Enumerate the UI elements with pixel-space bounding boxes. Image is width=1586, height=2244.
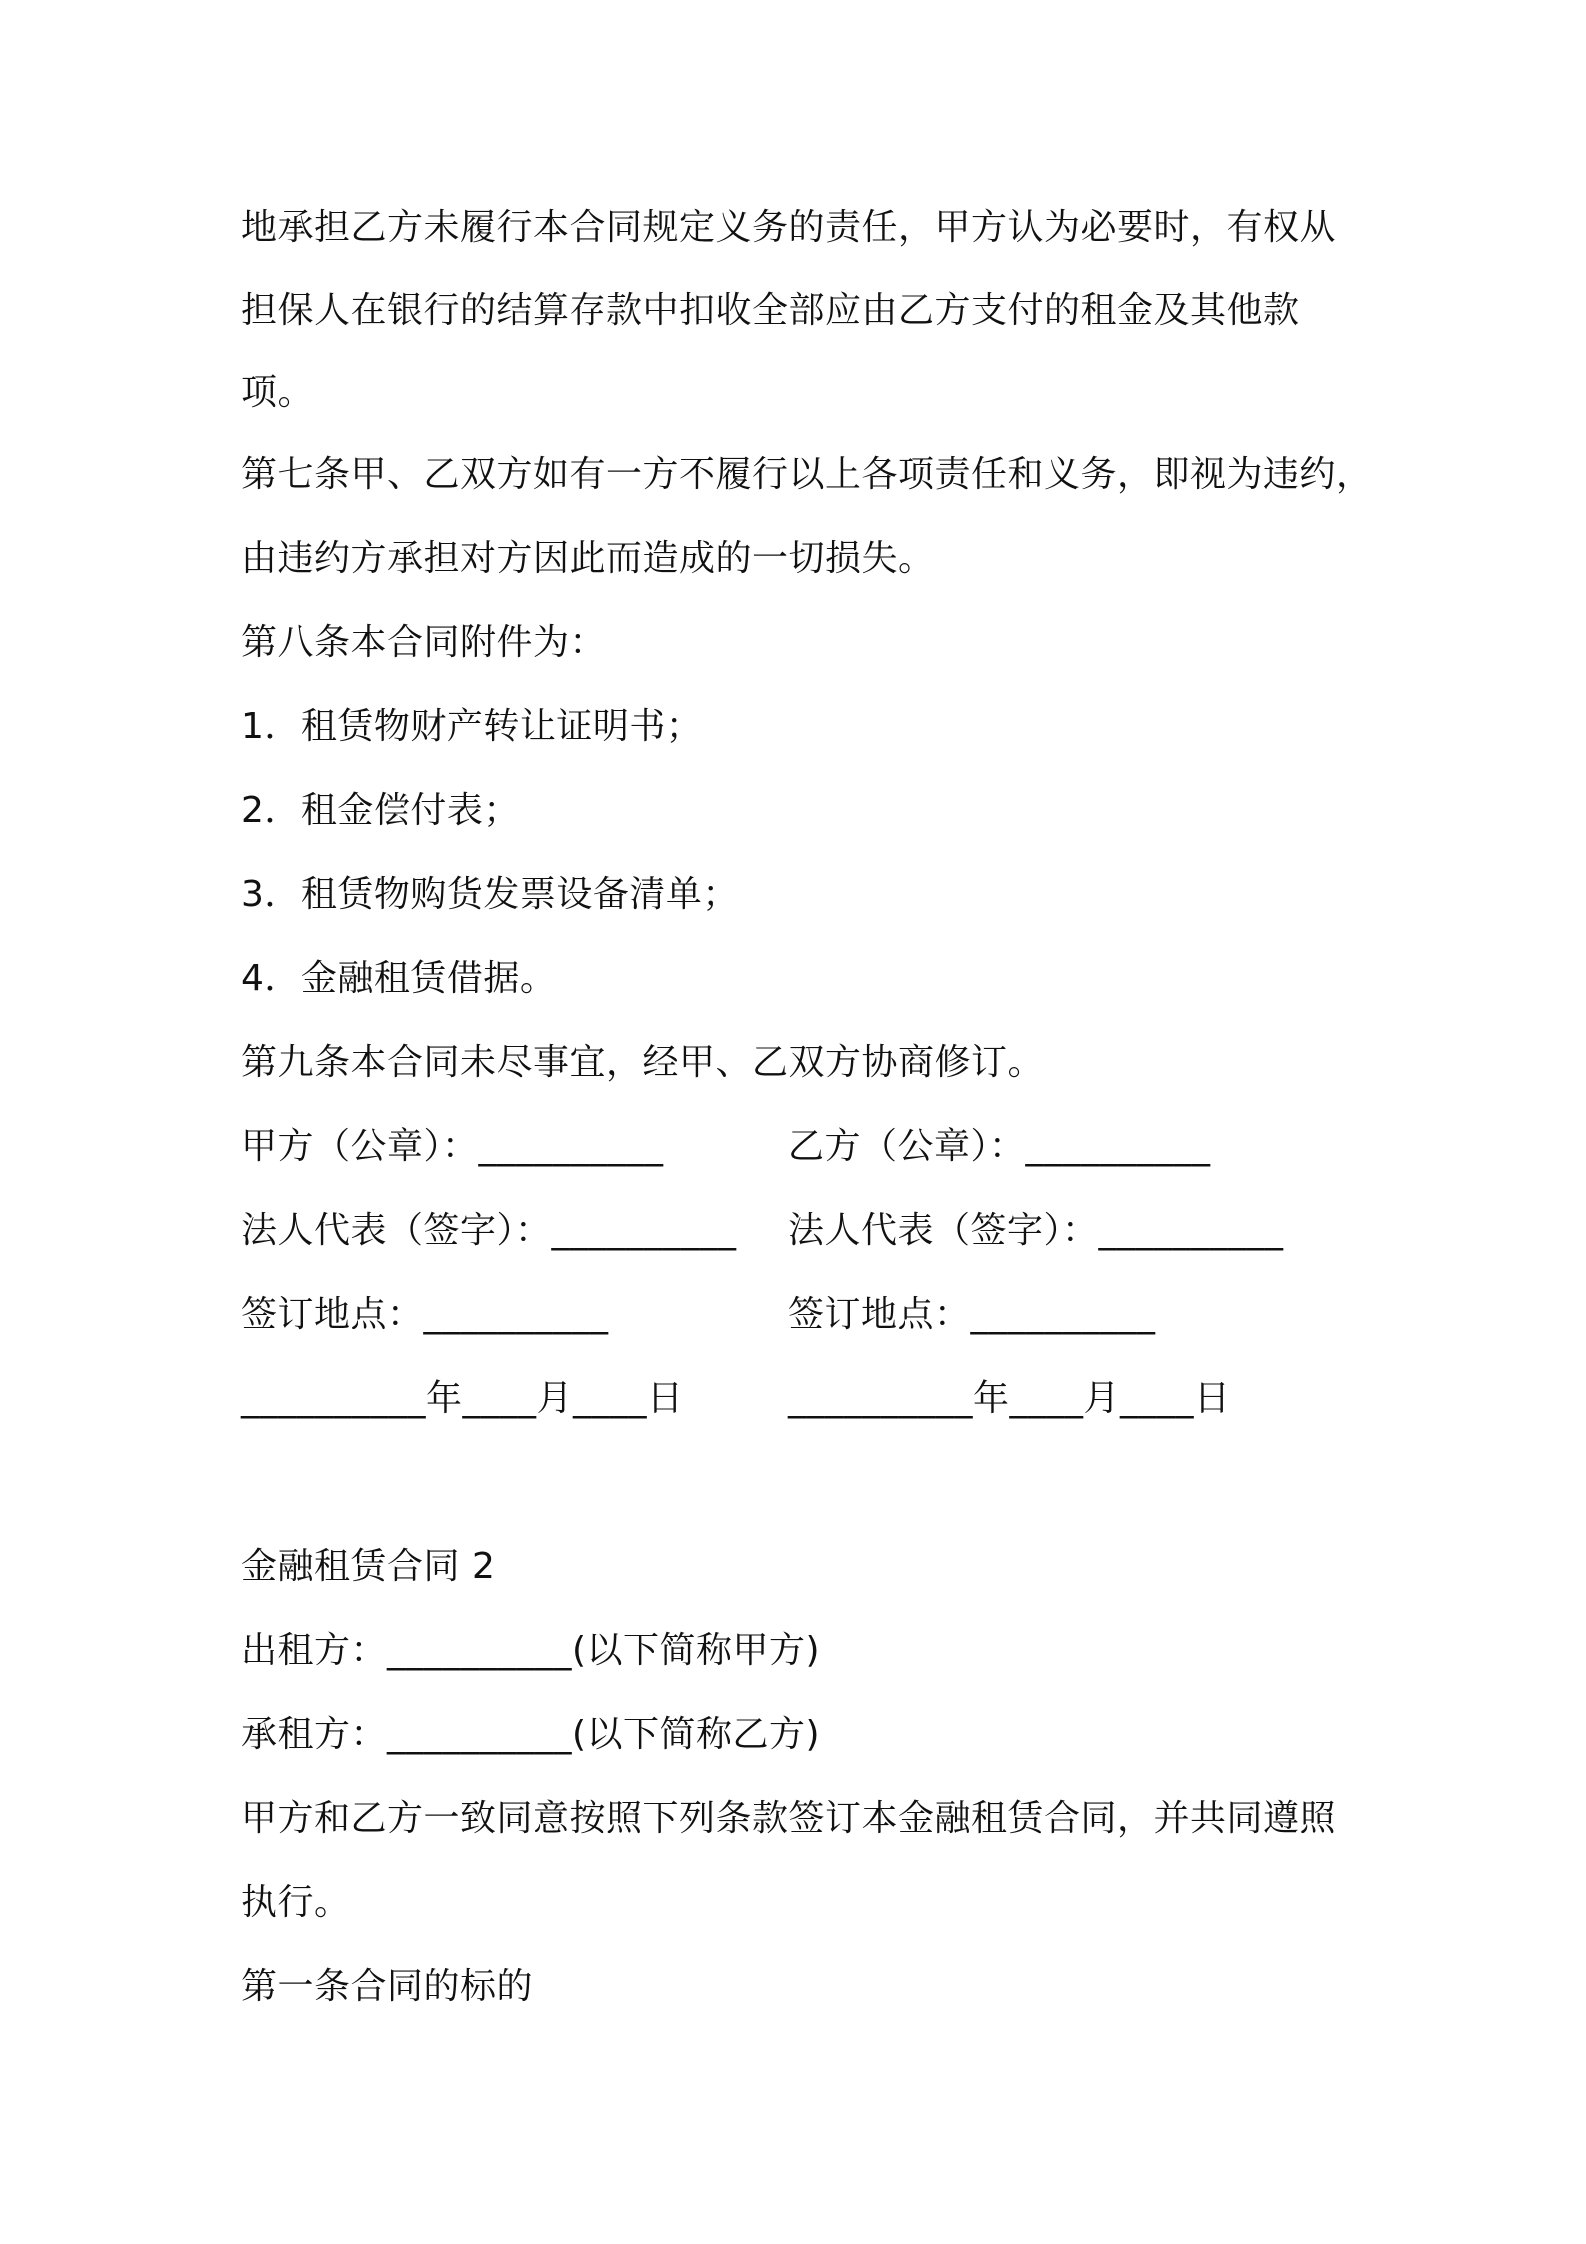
article-7-line: 第七条甲、乙双方如有一方不履行以上各项责任和义务，即视为违约， bbox=[241, 454, 1373, 495]
attachment-item: 3．租赁物购货发票设备清单； bbox=[241, 874, 739, 915]
party-a-seal: 甲方（公章）：__________ bbox=[241, 1126, 664, 1167]
article-7-line: 由违约方承担对方因此而造成的一切损失。 bbox=[241, 538, 935, 579]
attachment-item: 4．金融租赁借据。 bbox=[241, 958, 557, 999]
paragraph-line: 项。 bbox=[241, 372, 315, 413]
party-b-date: __________年____月____日 bbox=[788, 1378, 1231, 1419]
party-b-representative: 法人代表（签字）：__________ bbox=[788, 1210, 1284, 1251]
intro-line: 执行。 bbox=[241, 1882, 351, 1923]
attachment-item: 2．租金偿付表； bbox=[241, 790, 520, 831]
article-8-heading: 第八条本合同附件为： bbox=[241, 622, 607, 663]
contract-2-title: 金融租赁合同 2 bbox=[241, 1546, 496, 1587]
party-a-representative: 法人代表（签字）：__________ bbox=[241, 1210, 737, 1251]
party-b-signing-place: 签订地点：__________ bbox=[788, 1294, 1156, 1335]
lessee-line: 承租方：__________(以下简称乙方) bbox=[241, 1714, 821, 1755]
intro-line: 甲方和乙方一致同意按照下列条款签订本金融租赁合同，并共同遵照 bbox=[241, 1798, 1337, 1839]
paragraph-line: 担保人在银行的结算存款中扣收全部应由乙方支付的租金及其他款 bbox=[241, 290, 1300, 331]
article-1-heading: 第一条合同的标的 bbox=[241, 1966, 534, 2007]
attachment-item: 1．租赁物财产转让证明书； bbox=[241, 706, 703, 747]
party-a-date: __________年____月____日 bbox=[241, 1378, 684, 1419]
article-9: 第九条本合同未尽事宜，经甲、乙双方协商修订。 bbox=[241, 1042, 1045, 1083]
lessor-line: 出租方：__________(以下简称甲方) bbox=[241, 1630, 821, 1671]
party-a-signing-place: 签订地点：__________ bbox=[241, 1294, 609, 1335]
paragraph-line: 地承担乙方未履行本合同规定义务的责任，甲方认为必要时，有权从 bbox=[241, 207, 1337, 248]
party-b-seal: 乙方（公章）：__________ bbox=[788, 1126, 1211, 1167]
